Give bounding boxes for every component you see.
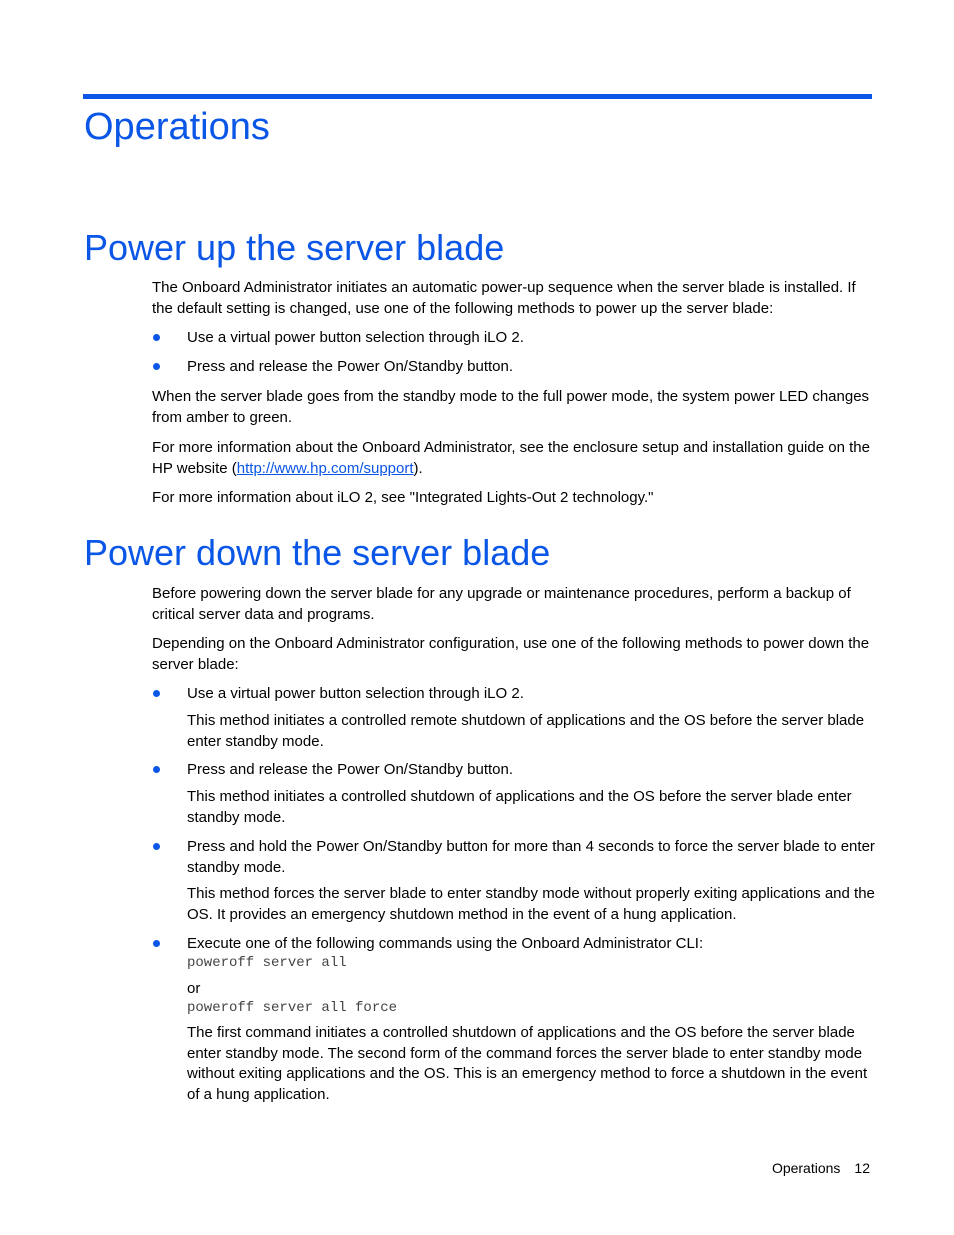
command-poweroff-force: poweroff server all force bbox=[187, 1000, 398, 1016]
bullet-icon bbox=[153, 766, 160, 773]
footer-page-number: 12 bbox=[854, 1160, 870, 1176]
section-title-power-up: Power up the server blade bbox=[84, 227, 505, 268]
power-up-more-info-paragraph bbox=[152, 438, 872, 479]
power-down-backup-paragraph: Before powering down the server blade for any upgrade or maintenance procedures, perform a backup of critical server data and programs. bbox=[152, 585, 851, 623]
chapter-title: Operations bbox=[84, 106, 270, 148]
or-text: or bbox=[187, 980, 201, 997]
power-down-item-2-detail: This method initiates a controlled shutdown of applications and the OS before the server blade enter standby mode. bbox=[187, 788, 852, 826]
command-poweroff: poweroff server all bbox=[187, 955, 347, 971]
bullet-icon bbox=[153, 690, 160, 697]
power-up-led-paragraph: When the server blade goes from the standby mode to the full power mode, the system power LED changes from amber to green. bbox=[152, 388, 870, 426]
power-down-item-1-detail: This method initiates a controlled remote shutdown of applications and the OS before the server blade enter standby mode. bbox=[187, 712, 865, 750]
bullet-icon bbox=[153, 363, 160, 370]
power-up-bullet-2: Press and release the Power On/Standby button. bbox=[187, 358, 514, 375]
hp-support-link[interactable]: http://www.hp.com/support bbox=[236, 459, 414, 477]
power-down-item-3-detail: This method forces the server blade to enter standby mode without properly exiting applications and the OS. It provides an emergency shutdown method in the event of a hung application. bbox=[187, 885, 875, 923]
power-up-intro: The Onboard Administrator initiates an automatic power-up sequence when the server blade is installed. If the default setting is changed, use one of the following methods to power up the server blade: bbox=[152, 279, 856, 317]
more-info-text: For more information about the Onboard Administrator, see the enclosure setup and installation guide on the HP website ( bbox=[152, 439, 870, 477]
power-up-bullet-1: Use a virtual power button selection through iLO 2. bbox=[187, 329, 524, 346]
power-down-item-2-label: Press and release the Power On/Standby button. bbox=[187, 761, 514, 778]
bullet-icon bbox=[153, 940, 160, 947]
power-down-item-4-label: Execute one of the following commands using the Onboard Administrator CLI: bbox=[187, 935, 704, 952]
power-down-item-1-label: Use a virtual power button selection through iLO 2. bbox=[187, 685, 524, 702]
bullet-icon bbox=[153, 334, 160, 341]
chapter-rule bbox=[83, 94, 872, 99]
ilo-info-paragraph: For more information about iLO 2, see "Integrated Lights-Out 2 technology." bbox=[152, 489, 654, 506]
bullet-icon bbox=[153, 843, 160, 850]
page-footer bbox=[772, 1158, 870, 1178]
power-down-item-4-detail: The first command initiates a controlled shutdown of applications and the OS before the server blade enter standby mode. The second form of the command forces the server blade to enter standby mode without exiting applications and the OS. This is an emergency method to force a shutdown in the event of a hung application. bbox=[187, 1024, 868, 1103]
more-info-text-end: ). bbox=[413, 459, 423, 477]
section-title-power-down: Power down the server blade bbox=[84, 532, 551, 573]
power-down-methods-paragraph: Depending on the Onboard Administrator configuration, use one of the following methods to power down the server blade: bbox=[152, 635, 870, 673]
footer-section-name: Operations bbox=[771, 1160, 841, 1176]
power-down-item-3-label: Press and hold the Power On/Standby button for more than 4 seconds to force the server blade to enter standby mode. bbox=[187, 838, 875, 876]
